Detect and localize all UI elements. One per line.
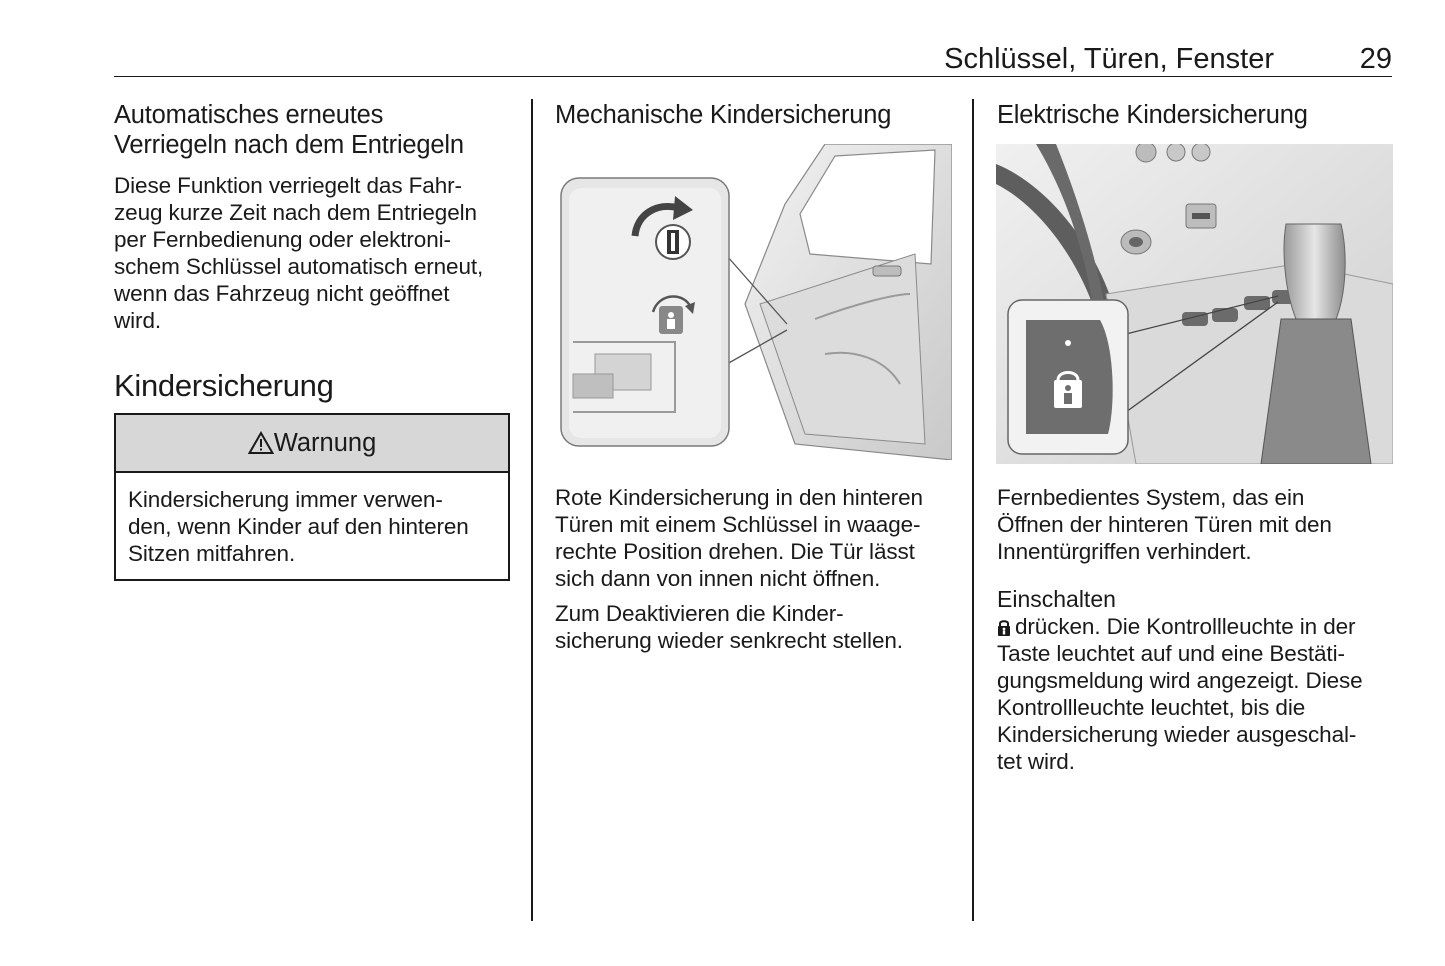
text-line: drücken. Die Kontrollleuchte in der — [1015, 614, 1356, 639]
text-line: per Fernbedienung oder elektroni- — [114, 227, 451, 252]
warning-box — [114, 413, 510, 581]
section-heading-auto-relock — [114, 100, 510, 160]
text-line: Türen mit einem Schlüssel in waage- — [555, 512, 921, 537]
text-line: Taste leuchtet auf und eine Bestäti- — [997, 641, 1345, 666]
subheading-einschalten: Einschalten — [997, 586, 1116, 612]
column-middle — [555, 100, 953, 654]
warning-body — [116, 473, 508, 579]
page-header — [114, 38, 1392, 77]
electric-paragraph-1 — [997, 484, 1393, 565]
text-line: tet wird. — [997, 749, 1075, 774]
text-line: sich dann von innen nicht öffnen. — [555, 566, 881, 591]
text-line: sicherung wieder senkrecht stellen. — [555, 628, 903, 653]
warning-title: Warnung — [273, 428, 377, 457]
heading-line: Verriegeln nach dem Entriegeln — [114, 131, 464, 159]
text-line: Kindersicherung wieder ausgeschal- — [997, 722, 1357, 747]
text-line: Kontrollleuchte leuchtet, bis die — [997, 695, 1306, 720]
column-divider-1 — [531, 99, 533, 921]
text-line: zeug kurze Zeit nach dem Entriegeln — [114, 200, 477, 225]
text-line: schem Schlüssel automatisch erneut, — [114, 254, 484, 279]
text-line: Zum Deaktivieren die Kinder- — [555, 601, 844, 626]
text-line: Innentürgriffen verhindert. — [997, 539, 1252, 564]
heading-line: Automatisches erneutes — [114, 101, 384, 129]
electric-paragraph-2 — [997, 613, 1393, 775]
section-title-child-lock: Kindersicherung — [114, 368, 334, 403]
section-heading-mechanical: Mechanische Kindersicherung — [555, 101, 892, 129]
text-line: den, wenn Kinder auf den hinteren — [128, 514, 469, 539]
text-line: wird. — [114, 308, 162, 333]
child-lock-icon — [997, 619, 1011, 636]
page-title: Schlüssel, Türen, Fenster — [944, 43, 1274, 75]
text-line: Fernbedientes System, das ein — [997, 485, 1305, 510]
warning-header — [116, 415, 508, 473]
warning-triangle-icon — [248, 431, 274, 455]
section-heading-electric: Elektrische Kindersicherung — [997, 101, 1308, 129]
text-line: rechte Position drehen. Die Tür lässt — [555, 539, 915, 564]
column-left — [114, 100, 510, 581]
column-right — [997, 100, 1393, 775]
mechanical-child-lock-illustration — [555, 144, 952, 460]
text-line: Sitzen mitfahren. — [128, 541, 296, 566]
text-line: Diese Funktion verriegelt das Fahr- — [114, 173, 462, 198]
text-line: wenn das Fahrzeug nicht geöffnet — [114, 281, 450, 306]
text-line: Kindersicherung immer verwen- — [128, 487, 443, 512]
text-line: Öffnen der hinteren Türen mit den — [997, 512, 1332, 537]
text-line: gungsmeldung wird angezeigt. Diese — [997, 668, 1363, 693]
auto-relock-paragraph — [114, 172, 510, 334]
column-divider-2 — [972, 99, 974, 921]
mechanical-paragraph-1 — [555, 484, 953, 592]
text-line: Rote Kindersicherung in den hinteren — [555, 485, 923, 510]
electric-child-lock-illustration — [996, 144, 1393, 464]
page-number: 29 — [1359, 43, 1392, 75]
mechanical-paragraph-2 — [555, 600, 953, 654]
